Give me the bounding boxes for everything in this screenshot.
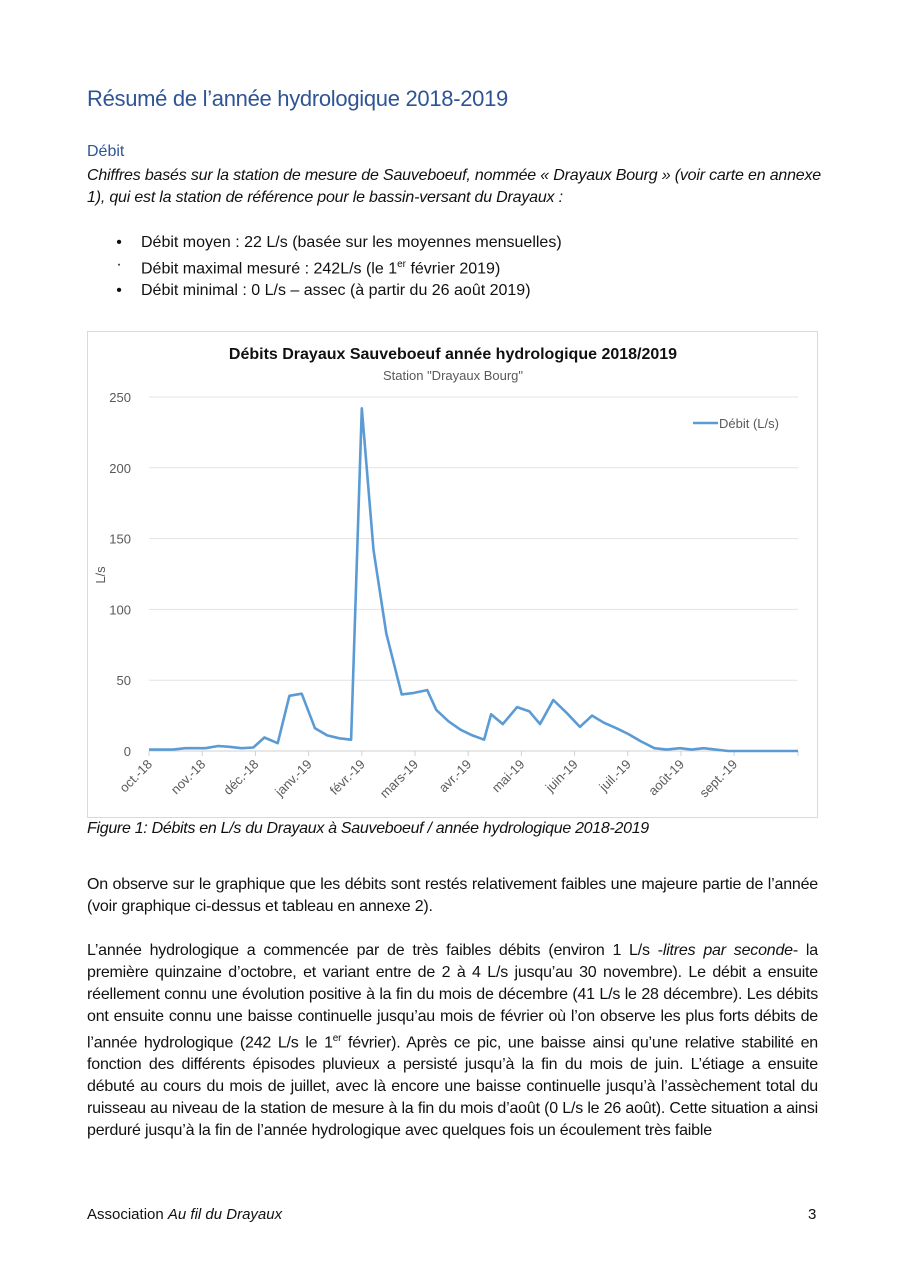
page-title: Résumé de l’année hydrologique 2018-2019 <box>87 86 508 111</box>
x-tick-label: mars-19 <box>376 756 422 801</box>
footer-association-name: Au fil du Drayaux <box>167 1206 283 1223</box>
superscript: er <box>332 1033 342 1044</box>
bullet-item <box>113 232 562 254</box>
paragraph-italic: litres par seconde <box>662 942 793 959</box>
x-tick-label: févr.-19 <box>326 756 368 798</box>
paragraph-text: février). Après ce pic, une baisse ainsi qu’une relative stabilité en fonction des différents épisodes pluvieux a persisté jusqu’à la fin du mois de juin. L’étiage a ensuite débuté au cours du mois de juillet, avec là encore une baisse continuelle jusqu’à l’assèchement total du ruisseau au niveau de la station de mesure à la fin du mois d’août (0 L/s le 26 août). Cette situation a ainsi perduré jusqu’à la fin de l’année hydrologique avec quelques fois un écoulement très faible <box>87 1034 818 1140</box>
bullet-item <box>113 254 562 280</box>
paragraph-2 <box>87 940 818 1142</box>
x-tick-label: oct.-18 <box>116 756 156 796</box>
chart-container <box>87 331 818 818</box>
series-points <box>149 408 798 751</box>
x-tick-label: nov.-18 <box>167 756 209 798</box>
bullet-list <box>113 232 562 302</box>
superscript: er <box>397 259 407 270</box>
footer-association <box>87 1206 282 1223</box>
x-tick-label: juin-19 <box>542 756 581 795</box>
y-axis-label: L/s <box>93 566 108 584</box>
gridlines <box>149 397 798 751</box>
bullet-text: Débit minimal : 0 L/s – assec (à partir du 26 août 2019) <box>141 282 531 300</box>
chart-subtitle: Station "Drayaux Bourg" <box>382 368 524 383</box>
y-tick-label: 150 <box>109 531 131 547</box>
intro-text: Chiffres basés sur la station de mesure de Sauveboeuf, nommée « Drayaux Bourg » (voir carte en annexe 1), qui est la station de référence pour le bassin-versant du Drayaux : <box>87 167 821 206</box>
line-chart <box>88 332 819 819</box>
y-tick-label: 0 <box>123 744 131 759</box>
y-tick-label: 100 <box>109 602 131 618</box>
chart-title: Débits Drayaux Sauveboeuf année hydrologique 2018/2019 <box>228 346 678 363</box>
y-tick-labels <box>109 390 131 759</box>
paragraph-text: L’année hydrologique a commencée par de très faibles débits (environ 1 L/s - <box>87 942 663 959</box>
x-tick-label: sept.-19 <box>696 756 741 801</box>
x-tick-label: avr.-19 <box>435 756 475 796</box>
x-tick-label: mai-19 <box>488 756 528 796</box>
legend <box>693 416 779 431</box>
figure-caption: Figure 1: Débits en L/s du Drayaux à Sauveboeuf / année hydrologique 2018-2019 <box>87 820 649 837</box>
x-tick-label: août-19 <box>645 756 688 799</box>
bullet-text: Débit moyen : 22 L/s (basée sur les moyennes mensuelles) <box>141 234 562 251</box>
page-number: 3 <box>808 1206 817 1223</box>
x-tick-labels <box>116 751 798 801</box>
paragraph-text: - la première quinzaine d’octobre, et variant entre de 2 à 4 L/s jusqu’au 30 novembre). Le débit a ensuite réellement connu une évolution positive à la fin du mois de décembre (41 L/s le 28 décembre). Les débits ont ensuite connu une baisse continuelle jusqu’au mois de février où l’on observe les plus forts débits de l’année hydrologique (242 L/s le 1 <box>87 942 818 1052</box>
bullet-text: Débit maximal mesuré : 242L/s (le 1 <box>141 260 398 278</box>
footer-label: Association <box>87 1206 164 1223</box>
bullet-icon: · <box>116 256 122 273</box>
x-tick-label: janv.-19 <box>272 756 315 800</box>
y-tick-label: 50 <box>116 673 131 689</box>
bullet-text: février 2019) <box>406 260 501 278</box>
series-line-debit <box>149 408 798 751</box>
bullet-item <box>113 280 562 302</box>
section-title: Débit <box>87 143 125 160</box>
legend-label: Débit (L/s) <box>719 416 779 431</box>
bullet-icon: • <box>116 282 122 300</box>
x-tick-label: juil.-19 <box>596 756 634 795</box>
y-tick-label: 200 <box>109 460 131 476</box>
y-tick-label: 250 <box>109 390 131 405</box>
bullet-icon: • <box>116 234 122 251</box>
paragraph-1: On observe sur le graphique que les débits sont restés relativement faibles une majeure partie de l’année (voir graphique ci-dessus et tableau en annexe 2). <box>87 876 818 915</box>
x-tick-label: déc.-18 <box>220 756 262 798</box>
